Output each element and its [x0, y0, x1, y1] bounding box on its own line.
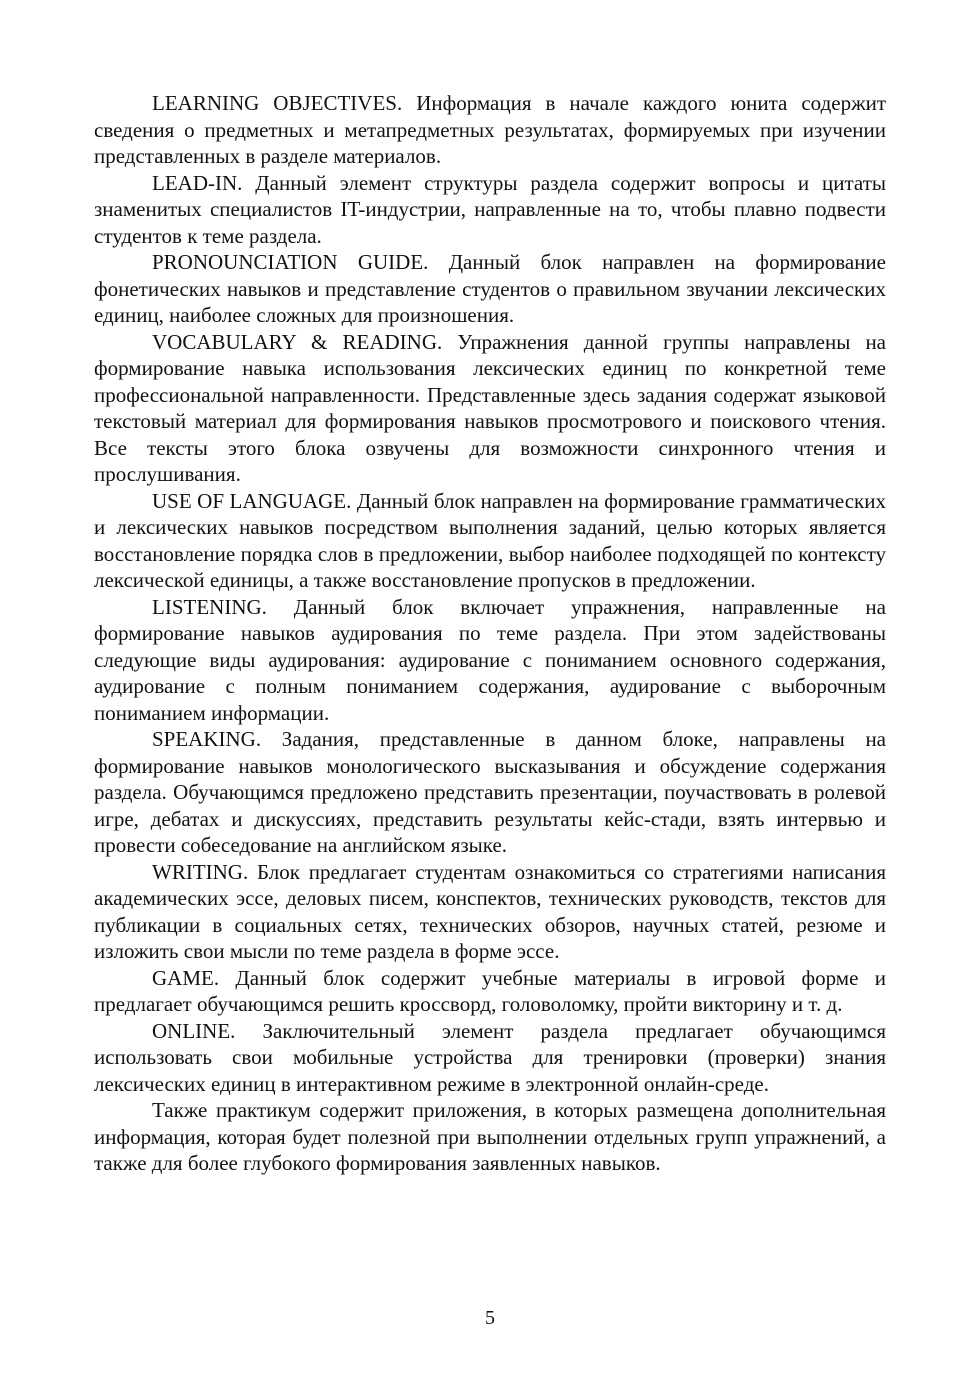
paragraph-learning-objectives: LEARNING OBJECTIVES. Информация в начале каждого юнита содержит сведения о предметных и метапредметных результатах, формируемых при изучении представленных в разделе материалов.: [94, 91, 886, 168]
page-body: [94, 90, 886, 1177]
paragraph-use-of-language: USE OF LANGUAGE. Данный блок направлен на формирование грамматических и лексических навыков посредством выполнения заданий, целью которых является восстановление порядка слов в предложении, выбор наиболее подходящей по контексту лексической единицы, а также восстановление пропусков в предложении.: [94, 488, 886, 592]
paragraph-listening: LISTENING. Данный блок включает упражнения, направленные на формирование навыков аудирования по теме раздела. При этом задействованы следующие виды аудирования: аудирование с пониманием основного содержания, аудирование с полным пониманием содержания, аудирование с выборочным пониманием информации.: [94, 594, 886, 725]
paragraph-appendices: Также практикум содержит приложения, в которых размещена дополнительная информация, которая будет полезной при выполнении отдельных групп упражнений, а также для более глубокого формирования заявленных навыков.: [94, 1098, 886, 1175]
paragraph-vocabulary-reading: VOCABULARY & READING. Упражнения данной группы направлены на формирование навыка использования лексических единиц по конкретной теме профессиональной направленности. Представленные здесь задания содержат языковой текстовый материал для формирования навыков просмотрового и поискового чтения. Все тексты этого блока озвучены для возможности синхронного чтения и прослушивания.: [94, 329, 886, 486]
paragraph-pronounciation-guide: PRONOUNCIATION GUIDE. Данный блок направлен на формирование фонетических навыков и представление студентов о правильном звучании лексических единиц, наиболее сложных для произношения.: [94, 250, 886, 327]
paragraph-game: GAME. Данный блок содержит учебные материалы в игровой форме и предлагает обучающимся решить кроссворд, головоломку, пройти викторину и т. д.: [94, 965, 886, 1016]
paragraph-online: ONLINE. Заключительный элемент раздела предлагает обучающимся использовать свои мобильные устройства для тренировки (проверки) знания лексических единиц в интерактивном режиме в электронной онлайн-среде.: [94, 1018, 886, 1096]
paragraph-speaking: SPEAKING. Задания, представленные в данном блоке, направлены на формирование навыков монологического высказывания и обсуждение содержания раздела. Обучающимся предложено представить презентации, поучаствовать в ролевой игре, дебатах и дискуссиях, представить результаты кейс-стади, взять интервью и провести собеседование на английском языке.: [94, 727, 886, 857]
page-number: 5: [485, 1307, 495, 1329]
paragraph-lead-in: LEAD-IN. Данный элемент структуры раздела содержит вопросы и цитаты знаменитых специалистов IT-индустрии, направленные на то, чтобы плавно подвести студентов к теме раздела.: [94, 170, 886, 248]
paragraph-writing: WRITING. Блок предлагает студентам ознакомиться со стратегиями написания академических эссе, деловых писем, конспектов, технических руководств, текстов для публикации в социальных сетях, технических обзоров, научных статей, резюме и изложить свои мысли по теме раздела в форме эссе.: [94, 859, 886, 963]
